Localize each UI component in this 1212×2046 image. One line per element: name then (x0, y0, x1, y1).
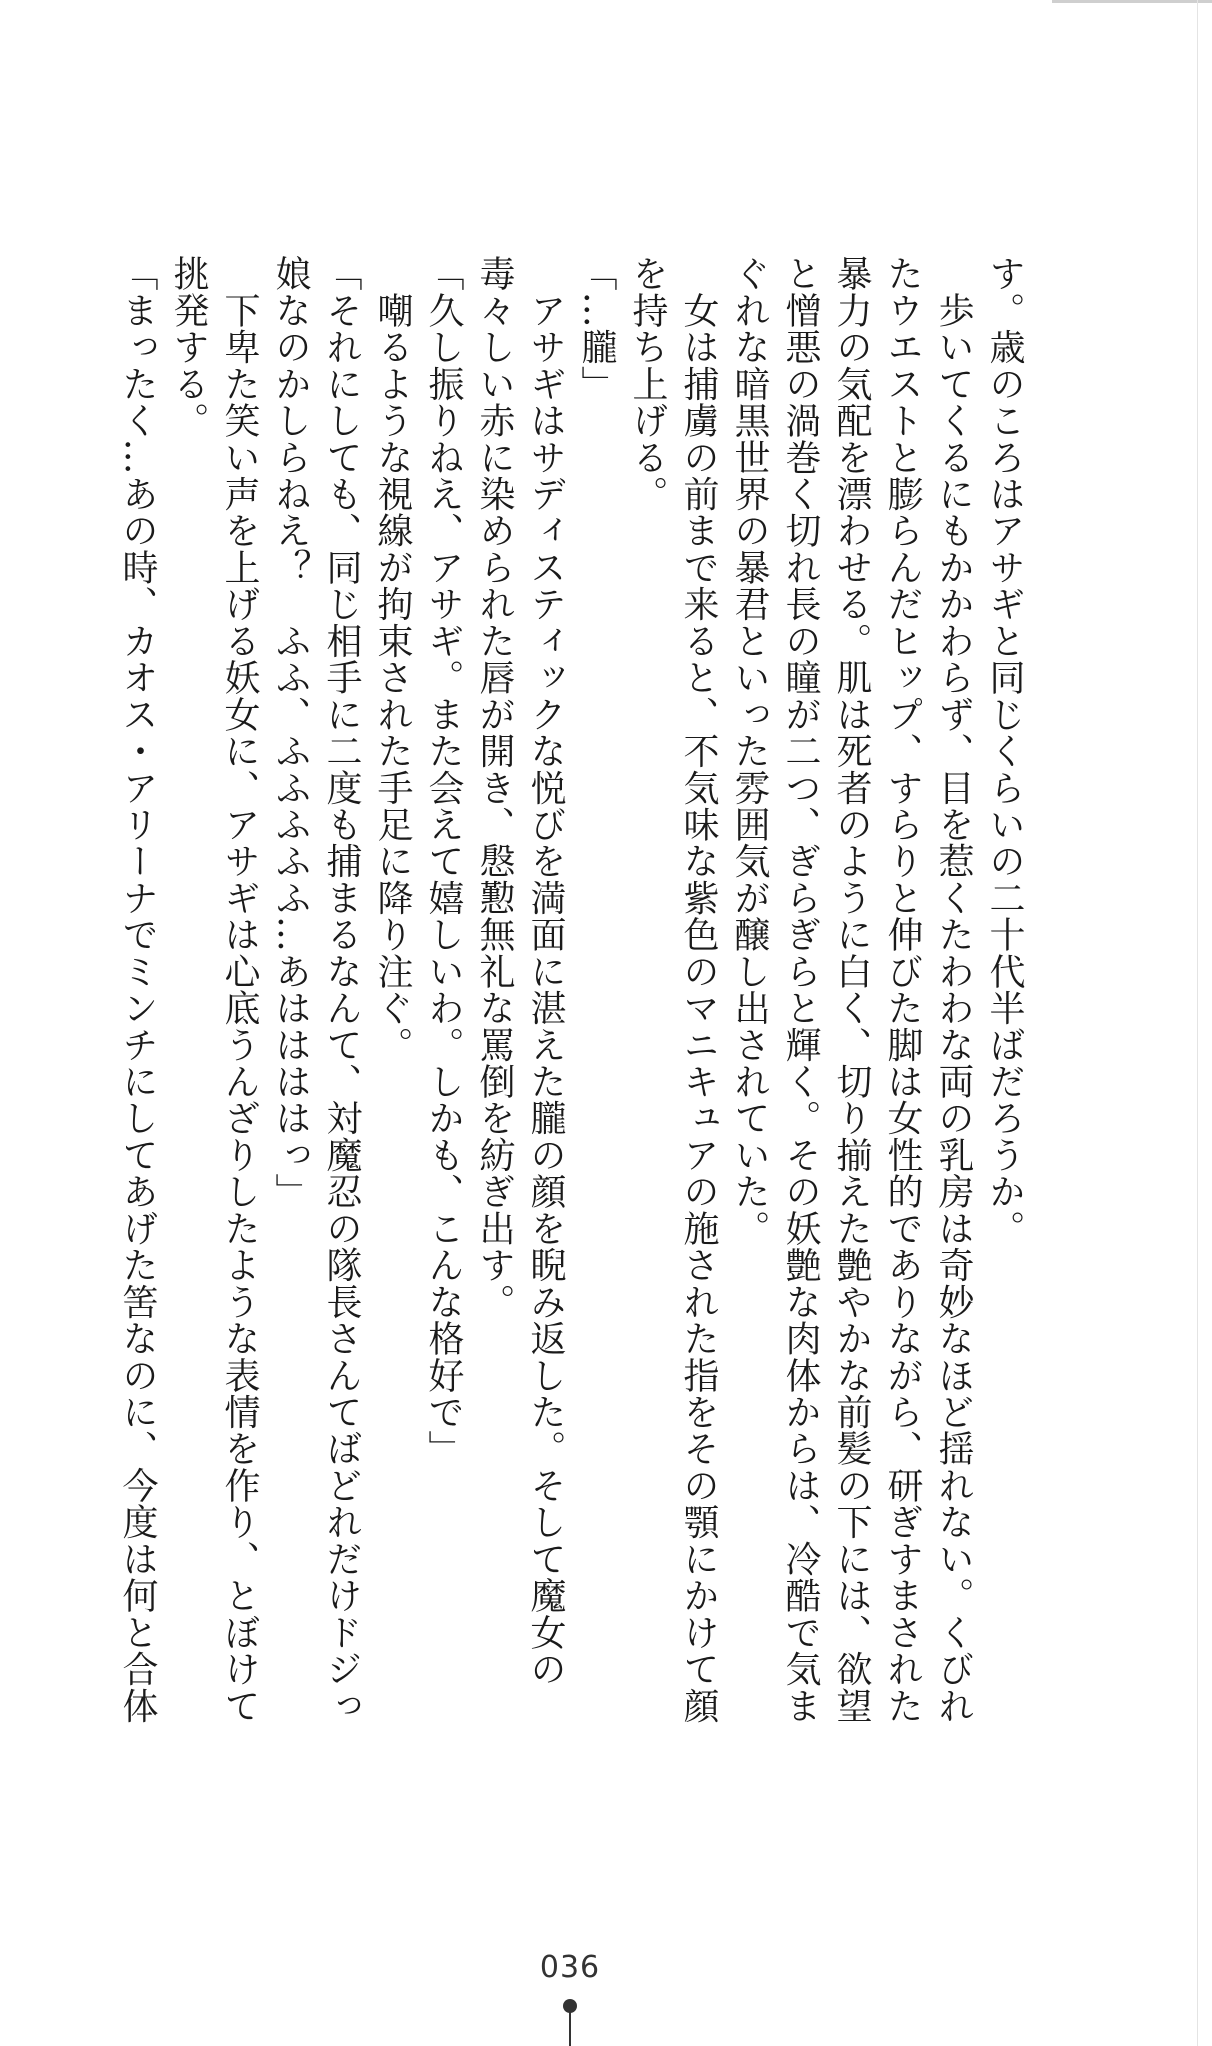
text-line: アサギはサディスティックな悦びを満面に湛えた朧の顔を睨み返した。そして魔女の (525, 255, 566, 1688)
text-line: 暴力の気配を漂わせる。肌は死者のように白く、切り揃えた艶やかな前髪の下には、欲望 (831, 255, 872, 1724)
text-line: 娘なのかしらねえ？ ふふ、ふふふふふ…あははははっ」 (270, 255, 311, 1210)
text-line: 「それにしても、同じ相手に二度も捕まるなんて、対魔忍の隊長さんてばどれだけドジっ (321, 255, 362, 1724)
vertical-text-block (112, 255, 1030, 1724)
text-line: 「まったく…あの時、カオス・アリーナでミンチにしてあげた筈なのに、今度は何と合体 (117, 255, 158, 1724)
text-line: 毒々しい赤に染められた唇が開き、慇懃無礼な罵倒を紡ぎ出す。 (474, 255, 515, 1320)
page-ornament-dot-icon (563, 1999, 577, 2013)
text-line: 女は捕虜の前まで来ると、不気味な紫色のマニキュアの施された指をその顎にかけて顔 (678, 255, 719, 1724)
top-edge-rule (1052, 0, 1212, 3)
text-line: 下卑た笑い声を上げる妖女に、アサギは心底うんざりしたような表情を作り、とぼけて (219, 255, 260, 1724)
page-ornament-line (569, 2012, 571, 2046)
page-number: 036 (539, 1950, 601, 1985)
text-line: 嘲るような視線が拘束された手足に降り注ぐ。 (372, 255, 413, 1063)
text-line: 挑発する。 (168, 255, 209, 439)
text-line: 歩いてくるにもかかわらず、目を惹くたわわな両の乳房は奇妙なほど揺れない。くびれ (933, 255, 974, 1724)
text-line: と憎悪の渦巻く切れ長の瞳が二つ、ぎらぎらと輝く。その妖艶な肉体からは、冷酷で気ま (780, 255, 821, 1724)
text-line: たウエストと膨らんだヒップ、すらりと伸びた脚は女性的でありながら、研ぎすまされた (882, 255, 923, 1724)
text-line: 「久し振りねえ、アサギ。また会えて嬉しいわ。しかも、こんな格好で」 (423, 255, 464, 1467)
text-line: を持ち上げる。 (627, 255, 668, 513)
text-line: 「…朧」 (576, 255, 617, 402)
page-edge-line (1197, 0, 1198, 2046)
text-line: ぐれな暗黒世界の暴君といった雰囲気が醸し出されていた。 (729, 255, 770, 1247)
text-line: す。歳のころはアサギと同じくらいの二十代半ばだろうか。 (984, 255, 1025, 1247)
